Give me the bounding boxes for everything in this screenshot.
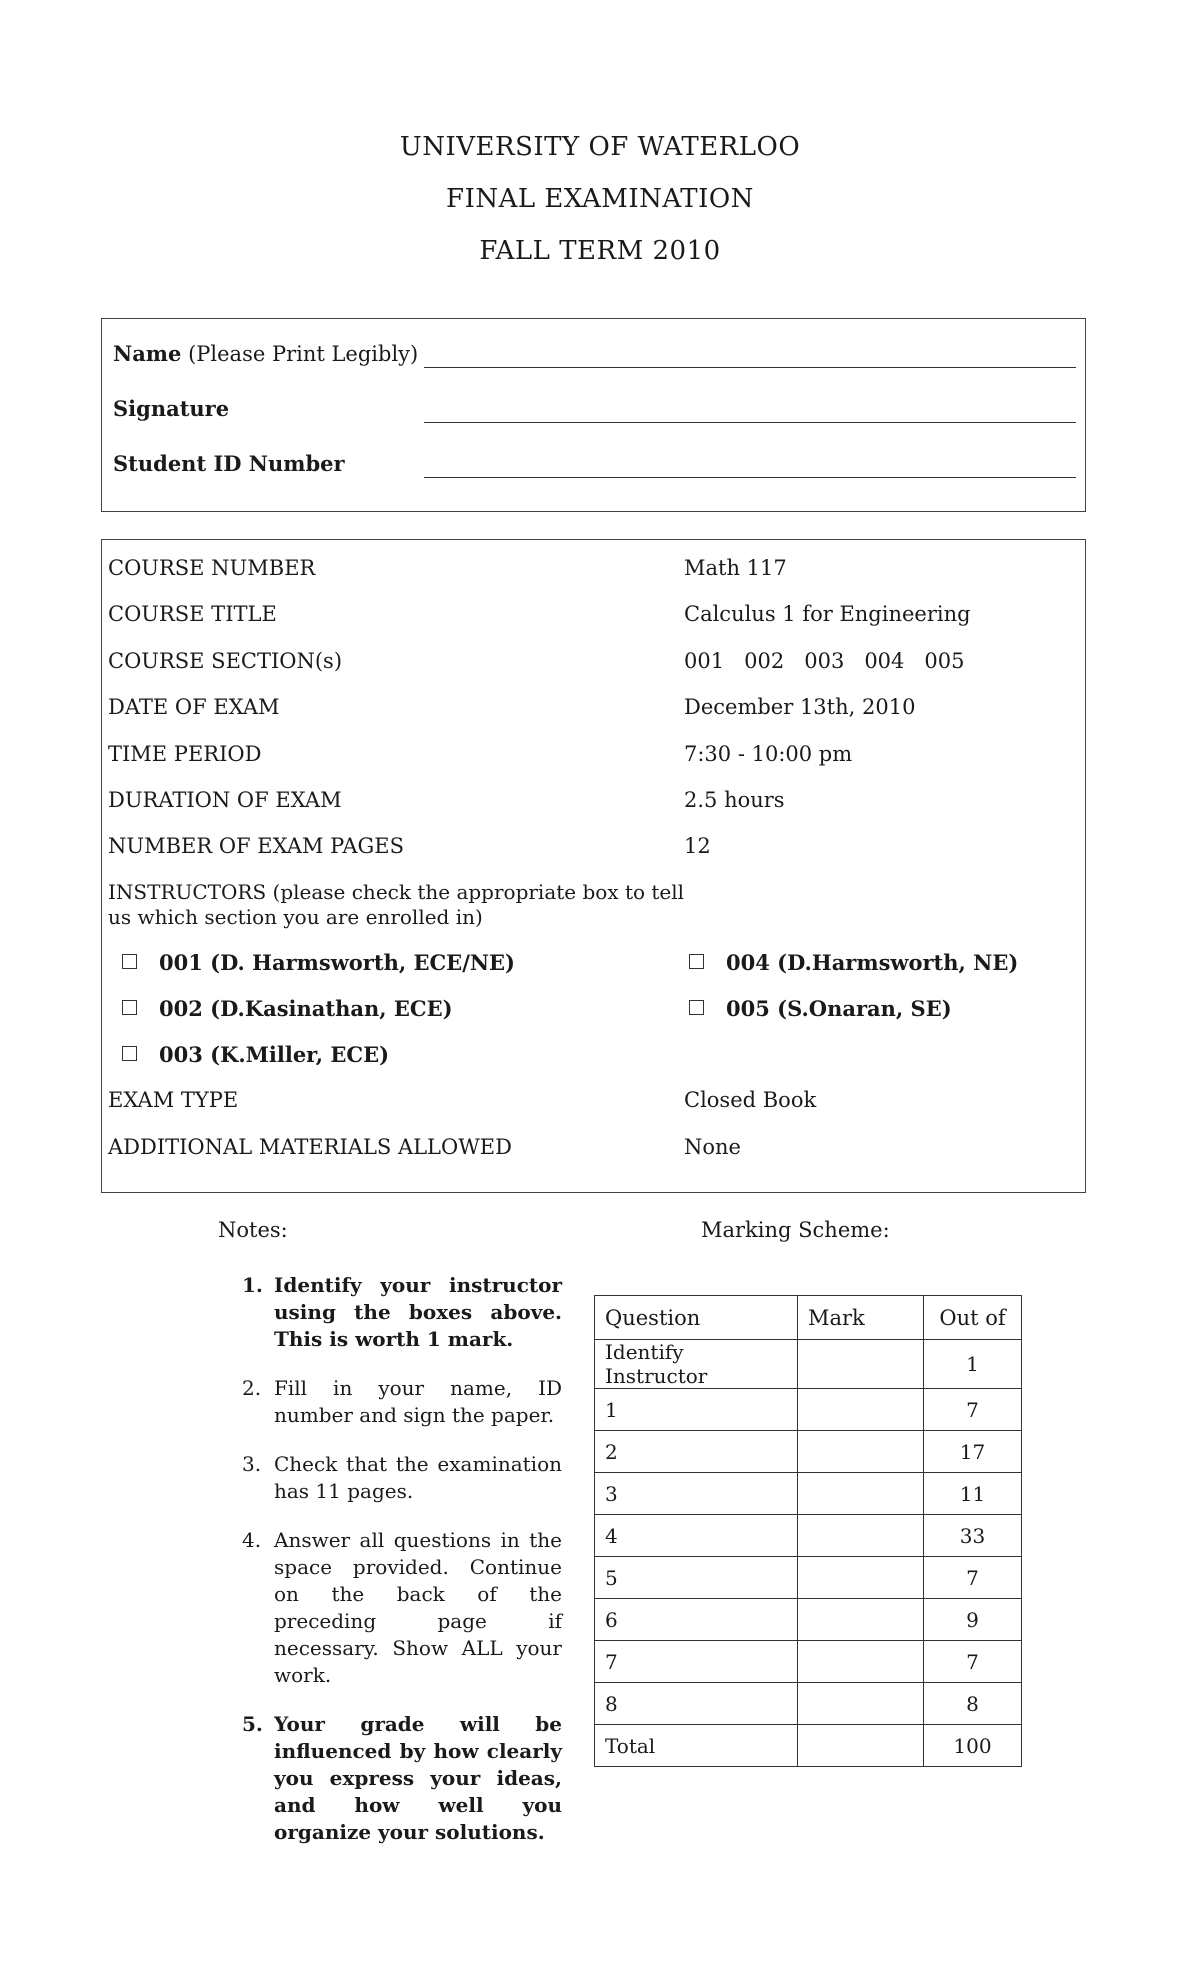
duration-value: 2.5 hours bbox=[684, 788, 785, 812]
exam-title: FINAL EXAMINATION bbox=[446, 184, 754, 214]
date-value: December 13th, 2010 bbox=[684, 695, 916, 719]
student-id-field[interactable] bbox=[424, 477, 1076, 478]
note-item: 5. Your grade will be influenced by how clearly you express your ideas, and how well you organize your solutions. bbox=[242, 1712, 562, 1844]
time-period-label: TIME PERIOD bbox=[108, 742, 262, 766]
course-section-value: 001 002 003 004 005 bbox=[684, 649, 965, 673]
instructor-option-label: 005 (S.Onaran, SE) bbox=[726, 996, 952, 1021]
mark-cell bbox=[798, 1683, 924, 1725]
exam-type-value: Closed Book bbox=[684, 1088, 817, 1112]
mark-cell bbox=[798, 1389, 924, 1431]
instructor-option-005[interactable] bbox=[689, 996, 952, 1021]
course-title-value: Calculus 1 for Engineering bbox=[684, 602, 971, 626]
materials-value: None bbox=[684, 1135, 741, 1159]
pages-label: NUMBER OF EXAM PAGES bbox=[108, 834, 405, 858]
marking-scheme-title: Marking Scheme: bbox=[701, 1218, 890, 1242]
student-info-box bbox=[101, 318, 1086, 512]
checkbox-icon[interactable] bbox=[122, 954, 137, 969]
table-row: 7 7 bbox=[595, 1641, 1022, 1683]
column-header-out-of: Out of bbox=[924, 1296, 1022, 1340]
instructor-option-002[interactable] bbox=[122, 996, 453, 1021]
pages-value: 12 bbox=[684, 834, 711, 858]
university-title: UNIVERSITY OF WATERLOO bbox=[399, 132, 801, 162]
course-info-box bbox=[101, 539, 1086, 1193]
checkbox-icon[interactable] bbox=[122, 1046, 137, 1061]
exam-type-label: EXAM TYPE bbox=[108, 1088, 239, 1112]
instructor-option-label: 003 (K.Miller, ECE) bbox=[159, 1042, 390, 1067]
instructor-option-003[interactable] bbox=[122, 1042, 389, 1067]
note-item: 4. Answer all questions in the space provided. Continue on the back of the preceding page if necessary. Show ALL your work. bbox=[242, 1528, 562, 1687]
instructor-option-label: 004 (D.Harmsworth, NE) bbox=[726, 950, 1019, 975]
materials-label: ADDITIONAL MATERIALS ALLOWED bbox=[108, 1135, 512, 1159]
course-number-label: COURSE NUMBER bbox=[108, 556, 316, 580]
table-row: 6 9 bbox=[595, 1599, 1022, 1641]
mark-cell bbox=[798, 1515, 924, 1557]
course-section-label: COURSE SECTION(s) bbox=[108, 649, 343, 673]
mark-cell bbox=[798, 1641, 924, 1683]
table-row: 8 8 bbox=[595, 1683, 1022, 1725]
notes-list bbox=[242, 1272, 562, 1868]
name-label-row bbox=[113, 341, 418, 366]
table-header-row bbox=[595, 1296, 1022, 1340]
marking-scheme-table bbox=[594, 1295, 1022, 1767]
course-title-label: COURSE TITLE bbox=[108, 602, 277, 626]
instructors-prompt: INSTRUCTORS (please check the appropriate box to tell us which section you are enrolled in) bbox=[108, 880, 685, 929]
instructor-option-label: 001 (D. Harmsworth, ECE/NE) bbox=[159, 950, 515, 975]
name-hint: (Please Print Legibly) bbox=[188, 342, 419, 366]
instructor-option-label: 002 (D.Kasinathan, ECE) bbox=[159, 996, 453, 1021]
mark-cell bbox=[798, 1557, 924, 1599]
table-row: 1 7 bbox=[595, 1389, 1022, 1431]
mark-cell bbox=[798, 1725, 924, 1767]
instructor-option-001[interactable] bbox=[122, 950, 515, 975]
checkbox-icon[interactable] bbox=[689, 1000, 704, 1015]
mark-cell bbox=[798, 1473, 924, 1515]
duration-label: DURATION OF EXAM bbox=[108, 788, 342, 812]
table-row: 5 7 bbox=[595, 1557, 1022, 1599]
instructor-option-004[interactable] bbox=[689, 950, 1018, 975]
mark-cell bbox=[798, 1599, 924, 1641]
note-item: 3. Check that the examination has 11 pages. bbox=[242, 1452, 562, 1503]
note-item: 2. Fill in your name, ID number and sign the paper. bbox=[242, 1376, 562, 1427]
signature-label: Signature bbox=[113, 396, 230, 421]
notes-title: Notes: bbox=[218, 1218, 288, 1242]
date-label: DATE OF EXAM bbox=[108, 695, 280, 719]
table-row: 4 33 bbox=[595, 1515, 1022, 1557]
mark-cell bbox=[798, 1431, 924, 1473]
signature-field[interactable] bbox=[424, 422, 1076, 423]
table-row: 2 17 bbox=[595, 1431, 1022, 1473]
name-field[interactable] bbox=[424, 367, 1076, 368]
name-label: Name bbox=[113, 341, 182, 366]
column-header-question: Question bbox=[595, 1296, 798, 1340]
mark-cell bbox=[798, 1340, 924, 1389]
note-item: 1. Identify your instructor using the boxes above. This is worth 1 mark. bbox=[242, 1273, 562, 1351]
table-row: Identify Instructor 1 bbox=[595, 1340, 1022, 1389]
time-period-value: 7:30 - 10:00 pm bbox=[684, 742, 853, 766]
checkbox-icon[interactable] bbox=[689, 954, 704, 969]
term-title: FALL TERM 2010 bbox=[479, 236, 721, 266]
column-header-mark: Mark bbox=[798, 1296, 924, 1340]
student-id-label: Student ID Number bbox=[113, 451, 345, 476]
course-number-value: Math 117 bbox=[684, 556, 787, 580]
table-row-total: Total 100 bbox=[595, 1725, 1022, 1767]
checkbox-icon[interactable] bbox=[122, 1000, 137, 1015]
table-row: 3 11 bbox=[595, 1473, 1022, 1515]
